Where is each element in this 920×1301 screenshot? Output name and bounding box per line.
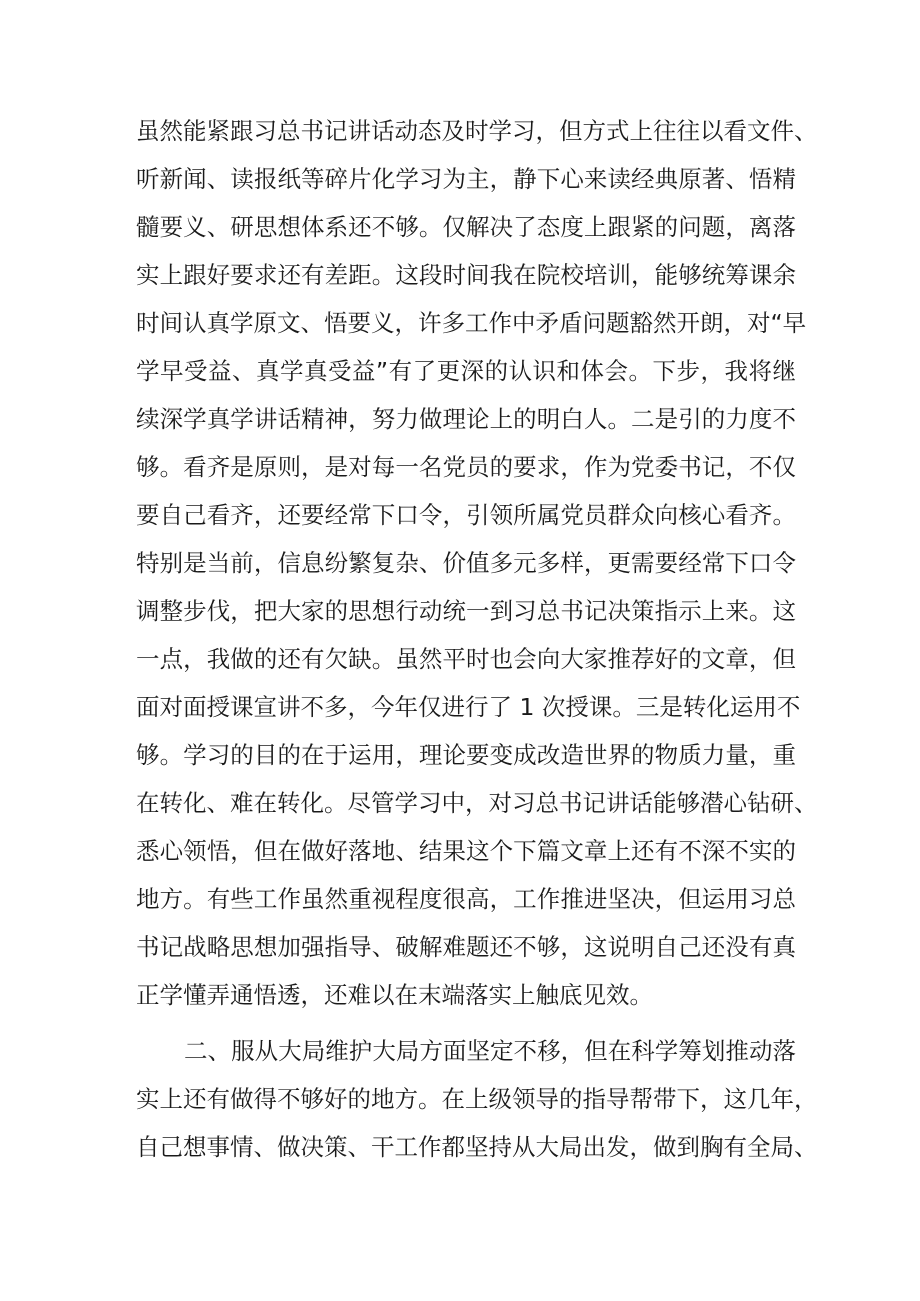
text-line: 正学懂弄通悟透，还难以在末端落实上触底见效。: [136, 981, 653, 1009]
text-line: 够。学习的目的在于运用，理论要变成改造世界的物质力量，重: [136, 741, 796, 769]
text-line: 学早受益、真学真受益”有了更深的认识和体会。下步，我将继: [136, 357, 796, 385]
text-line: 听新闻、读报纸等碎片化学习为主，静下心来读经典原著、悟精: [136, 165, 796, 193]
text-line: 虽然能紧跟习总书记讲话动态及时学习，但方式上往往以看文件、: [136, 117, 818, 145]
text-line: 面对面授课宣讲不多，今年仅进行了 1 次授课。三是转化运用不: [136, 693, 801, 721]
text-line: 髓要义、研思想体系还不够。仅解决了态度上跟紧的问题，离落: [136, 213, 796, 241]
text-line: 一点，我做的还有欠缺。虽然平时也会向大家推荐好的文章，但: [136, 645, 796, 673]
text-line: 时间认真学原文、悟要义，许多工作中矛盾问题豁然开朗，对“早: [136, 309, 807, 337]
text-line: 书记战略思想加强指导、破解难题还不够，这说明自己还没有真: [136, 933, 796, 961]
text-line: 实上跟好要求还有差距。这段时间我在院校培训，能够统筹课余: [136, 261, 796, 289]
text-line: 要自己看齐，还要经常下口令，引领所属党员群众向核心看齐。: [136, 501, 796, 529]
text-line: 实上还有做得不够好的地方。在上级领导的指导帮带下，这几年，: [136, 1085, 818, 1113]
text-line: 够。看齐是原则，是对每一名党员的要求，作为党委书记，不仅: [136, 453, 796, 481]
text-line: 特别是当前，信息纷繁复杂、价值多元多样，更需要经常下口令: [136, 549, 796, 577]
text-line: 悉心领悟，但在做好落地、结果这个下篇文章上还有不深不实的: [136, 837, 796, 865]
text-line: 自己想事情、做决策、干工作都坚持从大局出发，做到胸有全局、: [136, 1133, 818, 1161]
text-line: 二、服从大局维护大局方面坚定不移，但在科学筹划推动落: [184, 1037, 796, 1065]
text-line: 地方。有些工作虽然重视程度很高，工作推进坚决，但运用习总: [136, 885, 796, 913]
text-line: 续深学真学讲话精神，努力做理论上的明白人。二是引的力度不: [136, 405, 796, 433]
text-line: 调整步伐，把大家的思想行动统一到习总书记决策指示上来。这: [136, 597, 796, 625]
text-line: 在转化、难在转化。尽管学习中，对习总书记讲话能够潜心钻研、: [136, 789, 818, 817]
